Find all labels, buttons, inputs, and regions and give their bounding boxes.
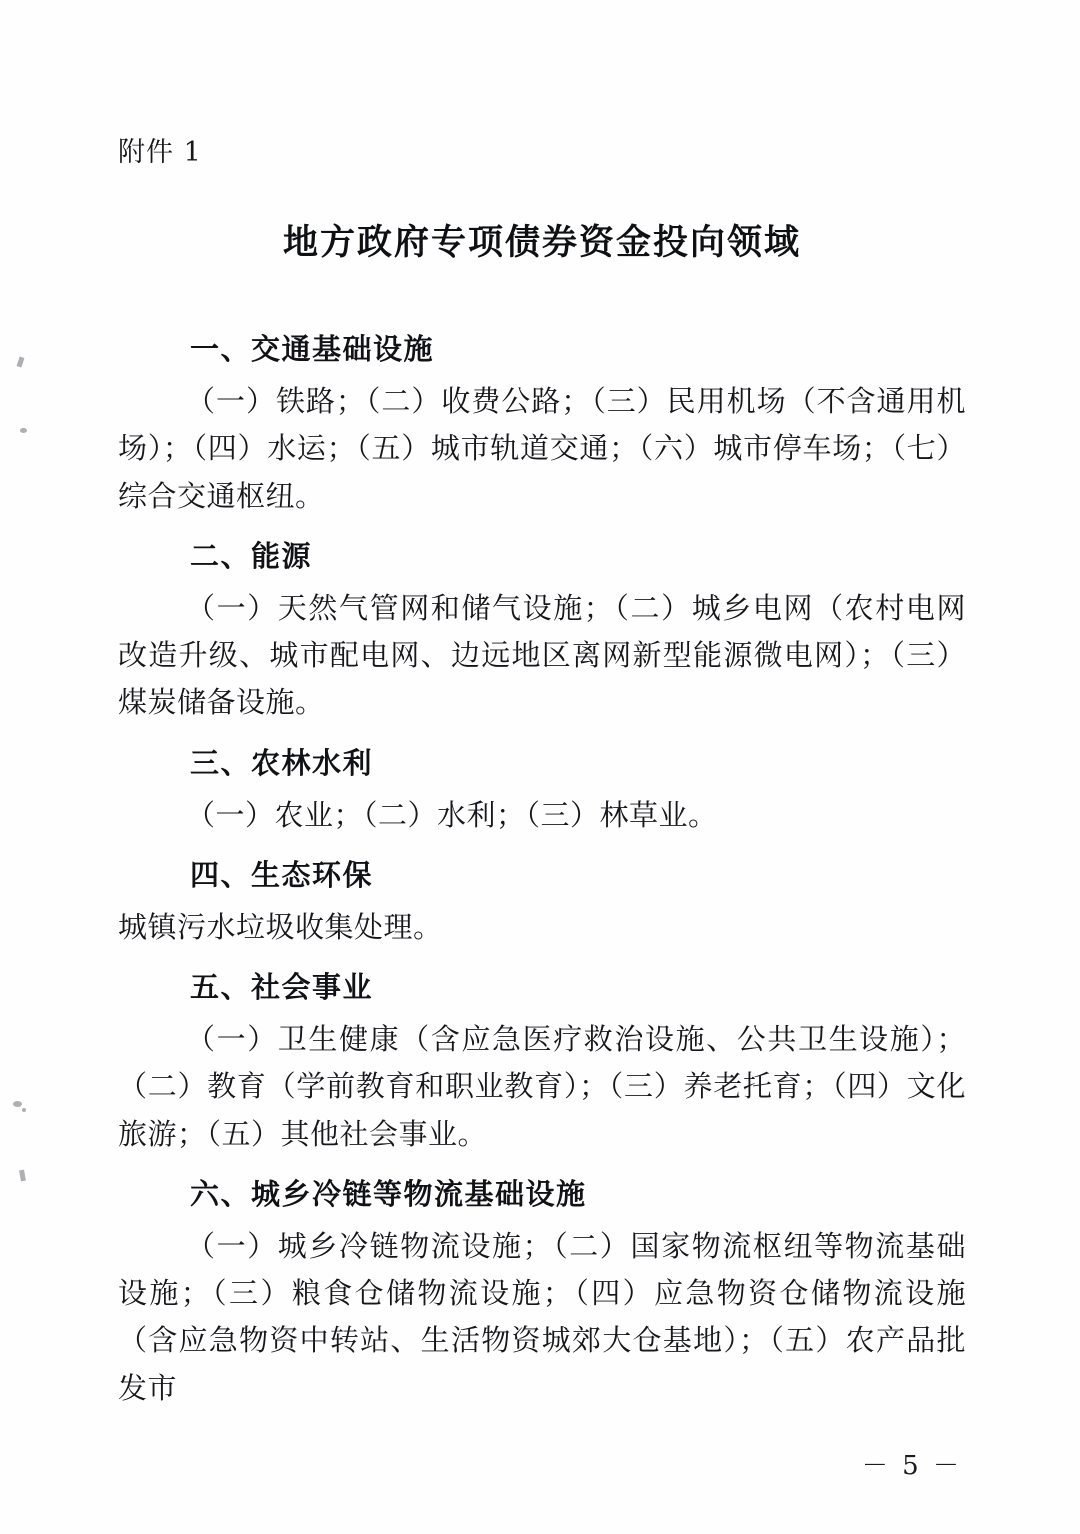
section-paragraph: （一）城乡冷链物流设施；（二）国家物流枢纽等物流基础设施；（三）粮食仓储物流设施；（四）应急物资仓储物流设施（含应急物资中转站、生活物资城郊大仓基地）；（五）农产品批发市	[118, 1228, 966, 1405]
section-paragraph: 城镇污水垃圾收集处理。	[118, 909, 443, 944]
scan-speck	[22, 1108, 26, 1112]
section-energy	[118, 534, 966, 727]
scan-speck	[17, 356, 25, 367]
section-heading: 四、生态环保	[190, 857, 374, 892]
section-heading: 三、农林水利	[190, 745, 374, 780]
section-paragraph: （一）天然气管网和储气设施；（二）城乡电网（农村电网改造升级、城市配电网、边远地区离网新型能源微电网）；（三）煤炭储备设施。	[118, 590, 966, 720]
page-title: 地方政府专项债券资金投向领域	[282, 223, 801, 263]
section-transport-infrastructure	[118, 327, 966, 520]
section-agriculture-forestry-water	[118, 741, 966, 839]
page-number: － 5 －	[861, 1451, 962, 1481]
document-content	[118, 130, 966, 1426]
section-paragraph: （一）农业；（二）水利；（三）林草业。	[186, 797, 718, 832]
section-ecology-environment	[118, 853, 966, 951]
section-heading: 二、能源	[190, 538, 313, 573]
section-heading: 六、城乡冷链等物流基础设施	[190, 1176, 587, 1211]
section-heading: 一、交通基础设施	[190, 332, 435, 366]
section-paragraph: （一）卫生健康（含应急医疗救治设施、公共卫生设施）；（二）教育（学前教育和职业教育）；（三）养老托育；（四）文化旅游；（五）其他社会事业。	[118, 1022, 966, 1151]
section-paragraph: （一）铁路；（二）收费公路；（三）民用机场（不含通用机场）；（四）水运；（五）城市轨道交通；（六）城市停车场；（七）综合交通枢纽。	[118, 384, 966, 513]
section-heading: 五、社会事业	[190, 970, 374, 1005]
scan-speck	[13, 1101, 22, 1107]
scan-speck	[19, 1170, 26, 1182]
section-cold-chain-logistics	[118, 1172, 966, 1412]
section-social-programs	[118, 965, 966, 1158]
attachment-label: 附件 1	[118, 137, 202, 168]
scan-speck	[20, 428, 27, 433]
